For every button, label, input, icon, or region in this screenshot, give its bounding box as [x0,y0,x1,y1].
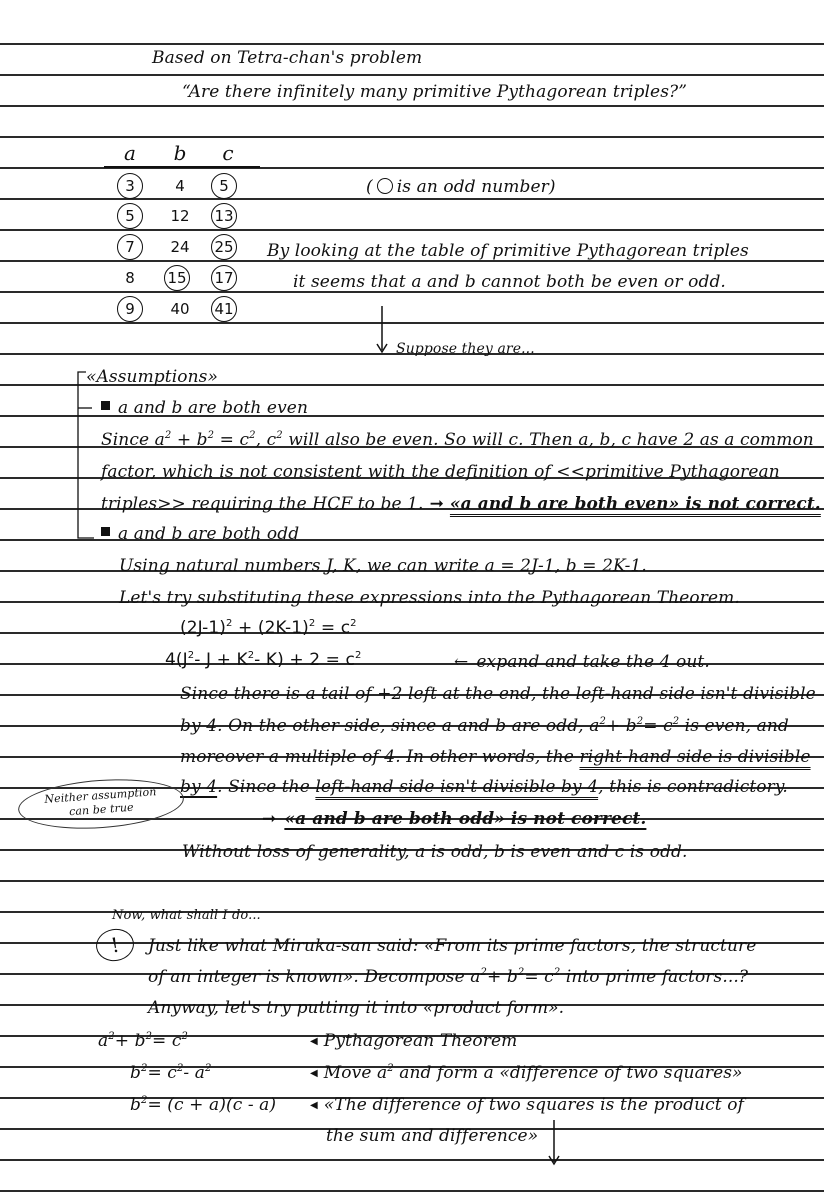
case-1-line-1: Since $a^2 + b^2 = c^2$, $c^2$ will also be even. So will c. Then a, b, c have 2 as a common [101,430,814,450]
idea-line-3: Anyway, let's try putting it into «product form». [148,998,565,1018]
side-note-line-1: Neither assumption [43,785,157,806]
step-2-eq: $b^2= c^2-$ $a^2$ [130,1063,212,1083]
table-header-rule [104,166,260,168]
heading-question: “Are there infinitely many primitive Pythagorean triples?” [182,82,688,102]
idea-line-1: Just like what Miruka-san said: «From its prime factors, the structure [148,936,757,956]
step-3-eq: $b^2= (c + a)(c - a)$ [130,1095,277,1115]
table-cell: 24 [170,238,190,256]
table-cell: 4 [175,177,185,195]
table-cell: 15 [160,265,194,291]
bullet-square-icon [101,401,110,410]
table-cell: 41 [207,296,241,322]
suppose-note: Suppose they are... [396,341,535,357]
table-cell: 17 [207,265,241,291]
pointer-triangle-icon: ◀ [310,1036,318,1047]
case-2-line-4: by 4. On the other side, since a and b are odd, $a^2+ b^2= c^2$ is even, and [180,716,789,736]
assumptions-title: «Assumptions» [86,367,218,387]
left-arrow-icon: ← [454,652,469,672]
table-cell: 5 [113,203,147,229]
idea-line-2: of an integer is known». Decompose $a^2+ b^2= c^2$ into prime factors...? [148,967,749,987]
table-cell: 12 [170,207,190,225]
table-cell: 8 [125,269,135,287]
case-2-line-2: Let's try substituting these expressions into the Pythagorean Theorem. [119,588,740,608]
right-arrow-icon: ➞ [429,494,444,514]
exclamation-icon: ! [94,926,137,964]
table-header-a: a [124,141,136,165]
case-2-line-5: moreover a multiple of 4. In other words, the right-hand side is divisible [180,747,811,767]
case-1-line-3: triples>> requiring the HCF to be 1. ➞ «a and b are both even» is not correct. [101,494,821,514]
table-header-b: b [173,141,187,165]
right-arrow-icon: ➞ [262,809,277,829]
step-1-eq: $a^2+ b^2= c^2$ [98,1031,188,1051]
step-3-note: ◀ «The difference of two squares is the product of [310,1095,744,1115]
circle-symbol-icon [377,178,393,194]
case-2-line-3: Since there is a tail of +2 left at the end, the left-hand side isn't divisible [180,684,816,704]
pointer-triangle-icon: ◀ [310,1100,318,1111]
case-1-heading: a and b are both even [101,398,308,418]
case-2-line-6: by 4. Since the left-hand side isn't divisible by 4, this is contradictory. [180,777,788,797]
table-cell: 7 [113,234,147,260]
down-arrow-icon [374,306,390,354]
expand-note: ← expand and take the 4 out. [454,652,710,672]
bullet-square-icon [101,527,110,536]
table-cell: 40 [170,300,190,318]
assumptions-bracket [70,370,100,540]
case-2-conclusion: ➞ «a and b are both odd» is not correct. [262,809,647,829]
side-note-line-2: can be true [68,800,135,819]
case-2-line-1: Using natural numbers J, K, we can write a = 2J-1, b = 2K-1. [119,556,647,576]
case-1-line-2: factor, which is not consistent with the definition of <<primitive Pythagorean [101,462,780,482]
equation-2: $4(J^2-$ $J + K^2-$ $K) + 2 = c^2$ [165,650,362,670]
odd-legend: ( is an odd number) [366,177,556,197]
equation-1: $(2J-1)^2 + (2K-1)^2 = c^2$ [180,618,357,638]
generality-line: Without loss of generality, a is odd, b is even and c is odd. [182,842,688,862]
table-cell: 9 [113,296,147,322]
observation-line-1: By looking at the table of primitive Pythagorean triples [267,241,749,261]
step-2-note: ◀ Move $a^2$ and form a «difference of two squares» [310,1063,743,1083]
pointer-triangle-icon: ◀ [310,1068,318,1079]
table-cell: 3 [113,173,147,199]
observation-line-2: it seems that a and b cannot both be even or odd. [293,272,726,292]
side-note-bubble [17,774,186,833]
heading-line: Based on Tetra-chan's problem [152,48,423,68]
table-header-c: c [222,141,234,165]
now-what-note: Now, what shall I do... [112,908,261,923]
down-arrow-icon [546,1120,562,1166]
table-cell: 5 [207,173,241,199]
step-3-note-cont: the sum and difference» [326,1126,539,1146]
case-2-heading: a and b are both odd [101,524,299,544]
table-cell: 25 [207,234,241,260]
step-1-note: ◀ Pythagorean Theorem [310,1031,518,1051]
table-cell: 13 [207,203,241,229]
